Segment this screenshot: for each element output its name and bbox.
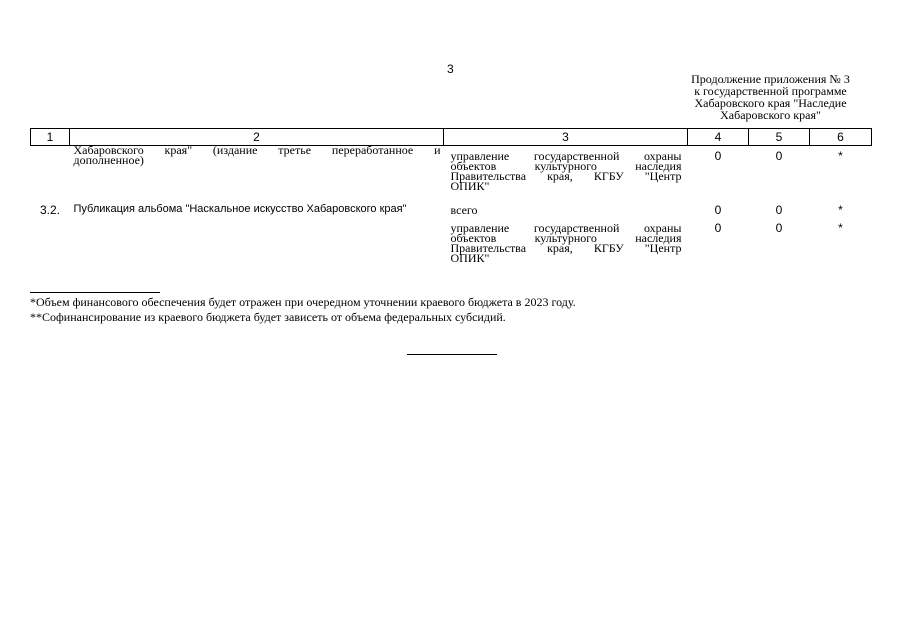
value-cell — [810, 200, 872, 218]
source-cell — [444, 146, 688, 200]
table-row — [31, 200, 872, 218]
row-number-cell — [31, 218, 70, 270]
measure-name-line: дополненное) — [73, 153, 144, 167]
column-header: 3 — [444, 129, 688, 146]
footnote: **Софинансирование из краевого бюджета будет зависеть от объема федеральных субсидий. — [30, 310, 506, 324]
value-cell — [688, 200, 749, 218]
financing-table — [30, 128, 872, 270]
measure-name-cell — [70, 200, 444, 218]
value-cell — [749, 218, 810, 270]
source-line: управление государственной охраны — [450, 220, 682, 235]
source-line: управление государственной охраны — [450, 149, 682, 163]
page-number: 3 — [447, 62, 454, 76]
source-line: Правительства края, КГБУ "Центр — [450, 240, 682, 255]
value-cell — [749, 146, 810, 200]
measure-name-cell — [70, 143, 444, 200]
footnote: *Объем финансового обеспечения будет отражен при очередном уточнении краевого бюджета в 2023 году. — [30, 295, 576, 309]
value: 0 — [775, 149, 783, 163]
row-number-cell — [31, 146, 70, 200]
value: 0 — [775, 220, 783, 235]
appendix-note — [668, 73, 873, 121]
value-cell — [810, 146, 872, 200]
end-of-document-rule — [407, 354, 497, 355]
source-line: ОПИК" — [450, 250, 490, 265]
value: 0 — [714, 220, 722, 235]
row-number: 3.2. — [39, 202, 60, 217]
appendix-note-line: Продолжение приложения № 3 — [691, 72, 850, 86]
measure-name: Публикация альбома "Наскальное искусство Хабаровского края" — [73, 202, 407, 215]
column-header: 4 — [688, 129, 749, 146]
source-cell — [444, 218, 688, 270]
measure-name-line: Хабаровского края" (издание третье переработанное и — [73, 143, 441, 157]
column-header: 5 — [749, 129, 810, 146]
value: * — [838, 202, 843, 217]
value: * — [838, 149, 843, 163]
source-cell — [444, 200, 688, 218]
appendix-note-line: к государственной программе — [694, 84, 847, 98]
value-cell — [749, 200, 810, 218]
footnotes — [30, 295, 576, 325]
column-header: 2 — [70, 129, 444, 146]
source-line: Правительства края, КГБУ "Центр — [450, 169, 682, 183]
source-line: ОПИК" — [450, 179, 490, 193]
table-row — [31, 146, 872, 200]
source-total: всего — [450, 202, 478, 217]
measure-name-cell — [70, 218, 444, 270]
value: 0 — [775, 202, 783, 217]
value-cell — [688, 218, 749, 270]
source-line: объектов культурного наследия — [450, 159, 682, 173]
appendix-note-line: Хабаровского края "Наследие — [694, 96, 847, 110]
value: * — [838, 220, 843, 235]
table-row — [31, 218, 872, 270]
appendix-note-line: Хабаровского края" — [720, 108, 821, 122]
source-line: объектов культурного наследия — [450, 230, 682, 245]
footnote-separator — [30, 292, 160, 293]
value-cell — [688, 146, 749, 200]
column-header: 6 — [810, 129, 872, 146]
row-number-cell — [31, 200, 70, 218]
value: 0 — [714, 149, 722, 163]
value-cell — [810, 218, 872, 270]
column-header: 1 — [31, 129, 70, 146]
value: 0 — [714, 202, 722, 217]
